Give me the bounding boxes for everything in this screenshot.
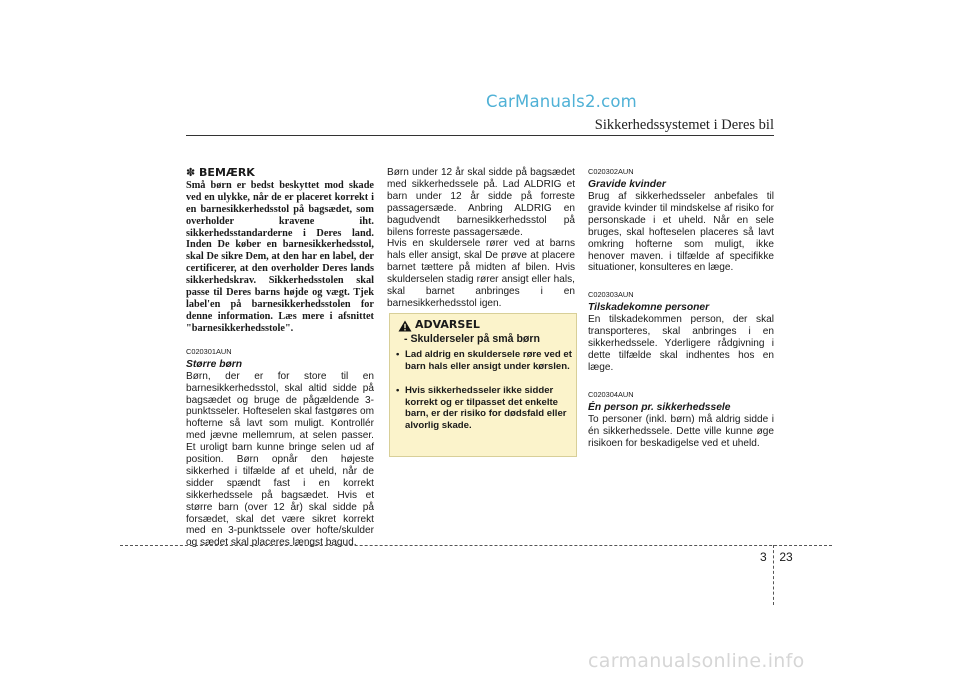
section-code: C020301AUN [186, 346, 232, 356]
warning-item-text: Lad aldrig en skuldersele røre ved et barn hals eller ansigt under kørslen. [405, 349, 572, 372]
footer-divider [120, 545, 832, 546]
body-injured: En tilskadekommen person, der skal transporteres, skal anbringes i en sikkerhedssele. Yderligere rådgivning i dette tilfælde skal indhentes hos en læge. [588, 314, 774, 373]
bullet: • [396, 385, 400, 396]
page-number [760, 550, 793, 564]
column-1 [186, 167, 374, 549]
warning-item [396, 385, 572, 432]
section-header-title: Sikkerhedssystemet i Deres bil [594, 117, 774, 133]
note-body: Små børn er bedst beskyttet mod skade ved en ulykke, når de er placeret korrekt i en barnesikkerhedsstol på bagsædet, som overholder kravene iht. sikkerhedsstandarderne i Deres land. Inden De køber en barnesikkerhedsstol, skal De sikre Dem, at den har en label, der certificerer, at den overholder Deres lands sikkerhedskrav. Sikkerhedsstolen skal passe til Deres barns højde og vægt. Tjek label'en på barnesikkerhedsstolen for denne information. Læs mere i afsnittet "barnesikkerhedsstole". [186, 179, 374, 334]
column-3 [588, 167, 774, 450]
watermark-logo: CarManuals2.com [486, 92, 637, 111]
warning-box [389, 313, 577, 457]
body-larger-children: Børn, der er for store til en barnesikkerhedsstol, skal altid sidde på bagsædet og bruge de pågældende 3-punktsseler. Hofteselen skal fastgøres om hofterne så lavt som muligt. Kontrollér med jævne mellemrum, at selen passer. Et uroligt barn kunne bringe selen ud af position. Børn opnår den højeste sikkerhed i tilfælde af et uheld, når de sidder spændt fast i en korrekt sikkerhedssele på bagsædet. Hvis et større barn (over 12 år) skal sidde på forsædet, skal det være sikret korrekt med en 3-punktssele over hofte/skulder og sædet skal placeres længst bagud. [186, 370, 374, 549]
paragraph-shoulder-belt: Hvis en skuldersele rører ved at barns hals eller ansigt, skal De prøve at placere barnet tættere på midten af bilen. Hvis skulderselen stadig rører ansigt eller hals, skal barnet anbringes i en barnesikkerhedsstol igen. [387, 238, 575, 309]
section-code: C020303AUN [588, 290, 634, 300]
body-pregnant: Brug af sikkerhedsseler anbefales til gravide kvinder til mindskelse af risiko for personskade i et uheld. Når en sele bruges, skal hofteselen placeres så lavt omkring hofterne som muligt, ikke henover maven. i tilfælde af specifikke situationer, konsulteres en læge. [588, 191, 774, 274]
chapter-number: 3 [760, 550, 767, 564]
warning-title: ADVARSEL [415, 318, 480, 331]
column-2 [387, 167, 575, 310]
section-code: C020304AUN [588, 389, 634, 399]
header-divider [186, 135, 774, 136]
subheading-larger-children: Større børn [186, 358, 243, 370]
page-number-value: 23 [779, 550, 793, 564]
bullet: • [396, 349, 400, 360]
warning-triangle-icon [398, 320, 412, 332]
bottom-watermark: carmanualsonline.info [588, 650, 805, 672]
subheading-pregnant: Gravide kvinder [588, 179, 666, 190]
subheading-injured: Tilskadekomne personer [588, 302, 710, 314]
warning-item [396, 349, 572, 372]
warning-item-text: Hvis sikkerhedsseler ikke sidder korrekt og er tilpasset det enkelte barn, er der risiko for dødsfald eller alvorlig skade. [405, 385, 567, 432]
warning-subtitle: - Skulderseler på små børn [404, 333, 541, 345]
paragraph-under-12: Børn under 12 år skal sidde på bagsædet med sikkerhedssele på. Lad ALDRIG et barn under 12 år sidde på forreste passagersæde. Anbring ALDRIG en bagudvendt barnesikkerhedsstol på bilens forreste passagersæde. [387, 167, 575, 238]
body-one-person: To personer (inkl. børn) må aldrig sidde i én sikkerhedssele. Dette ville kunne øge risikoen for beskadigelse ved et uheld. [588, 413, 774, 449]
note-title: ✽ BEMÆRK [186, 166, 255, 179]
section-code: C020302AUN [588, 167, 634, 176]
subheading-one-person: Én person pr. sikkerhedssele [588, 401, 731, 413]
